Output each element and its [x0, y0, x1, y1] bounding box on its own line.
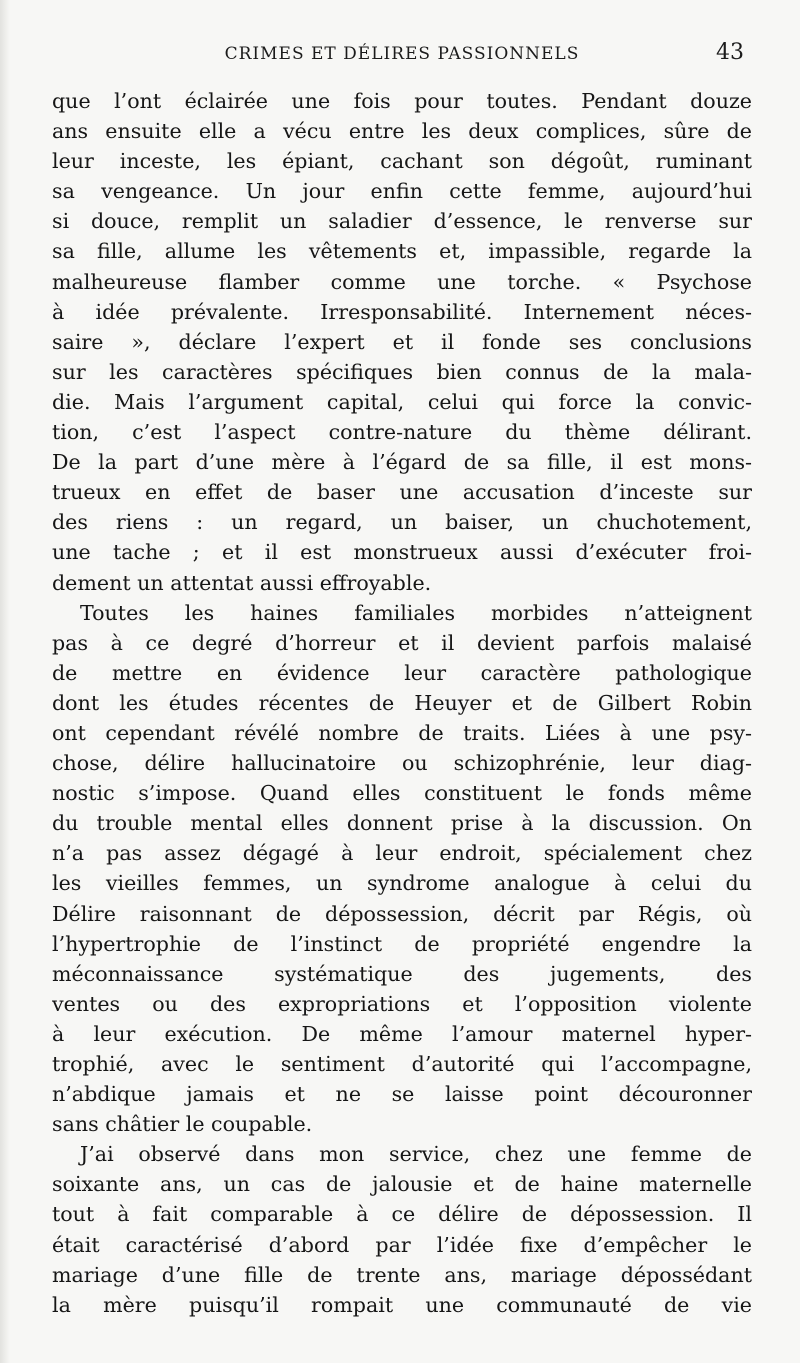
text-line: des riens : un regard, un baiser, un chuchotement, — [52, 510, 752, 535]
text-line: était caractérisé d’abord par l’idée fixe d’empêcher le — [52, 1232, 752, 1257]
text-line: leur inceste, les épiant, cachant son dégoût, ruminant — [52, 149, 752, 174]
text-line: l’hypertrophie de l’instinct de propriété engendre la — [52, 931, 752, 956]
text-line: dement un attentat aussi effroyable. — [52, 570, 432, 595]
text-line: tout à fait comparable à ce délire de dépossession. Il — [52, 1202, 752, 1227]
text-line: sans châtier le coupable. — [52, 1112, 313, 1137]
text-line: Délire raisonnant de dépossession, décrit par Régis, où — [52, 901, 752, 926]
text-line: Toutes les haines familiales morbides n’atteignent — [80, 600, 752, 625]
text-line: sa fille, allume les vêtements et, impassible, regarde la — [52, 239, 752, 264]
body-text — [52, 86, 752, 1320]
running-title: CRIMES ET DÉLIRES PASSIONNELS — [224, 44, 580, 64]
text-line: à idée prévalente. Irresponsabilité. Internement néces- — [52, 299, 752, 324]
text-line: saire », déclare l’expert et il fonde ses conclusions — [52, 329, 752, 354]
paragraph — [52, 1139, 752, 1320]
page-number: 43 — [716, 40, 744, 65]
paragraph — [52, 598, 752, 1140]
text-line: J’ai observé dans mon service, chez une femme de — [80, 1142, 752, 1167]
text-line: du trouble mental elles donnent prise à la discussion. On — [52, 811, 752, 836]
text-line: nostic s’impose. Quand elles constituent le fonds même — [52, 781, 752, 806]
text-line: les vieilles femmes, un syndrome analogue à celui du — [52, 871, 752, 896]
text-line: sa vengeance. Un jour enfin cette femme, aujourd’hui — [52, 179, 752, 204]
text-line: si douce, remplit un saladier d’essence, le renverse sur — [52, 209, 752, 234]
text-line: De la part d’une mère à l’égard de sa fille, il est mons- — [52, 450, 752, 475]
text-line: ventes ou des expropriations et l’opposition violente — [52, 991, 752, 1016]
text-line: trueux en effet de baser une accusation d’inceste sur — [52, 480, 752, 505]
text-line: malheureuse flamber comme une torche. « Psychose — [52, 269, 752, 294]
text-line: que l’ont éclairée une fois pour toutes. Pendant douze — [52, 89, 752, 113]
text-line: une tache ; et il est monstrueux aussi d’exécuter froi- — [52, 540, 752, 565]
text-line: soixante ans, un cas de jalousie et de haine maternelle — [52, 1172, 752, 1197]
paragraph — [52, 86, 752, 598]
text-line: ont cependant révélé nombre de traits. Liées à une psy- — [52, 720, 752, 745]
text-line: chose, délire hallucinatoire ou schizophrénie, leur diag- — [52, 751, 752, 776]
text-line: à leur exécution. De même l’amour maternel hyper- — [52, 1021, 752, 1046]
text-line: méconnaissance systématique des jugements, des — [52, 961, 752, 986]
text-line: n’abdique jamais et ne se laisse point découronner — [52, 1082, 752, 1107]
text-line: sur les caractères spécifiques bien connus de la mala- — [52, 359, 752, 384]
text-line: pas à ce degré d’horreur et il devient parfois malaisé — [52, 630, 752, 655]
text-line: mariage d’une fille de trente ans, mariage dépossédant — [52, 1262, 752, 1287]
text-line: tion, c’est l’aspect contre-nature du thème délirant. — [52, 420, 752, 445]
text-line: ans ensuite elle a vécu entre les deux complices, sûre de — [52, 119, 752, 144]
text-line: die. Mais l’argument capital, celui qui force la convic- — [52, 389, 752, 414]
text-line: dont les études récentes de Heuyer et de Gilbert Robin — [52, 690, 752, 715]
text-line: trophié, avec le sentiment d’autorité qui l’accompagne, — [52, 1052, 752, 1076]
text-line: n’a pas assez dégagé à leur endroit, spécialement chez — [52, 841, 752, 866]
running-head — [52, 40, 752, 72]
text-line: la mère puisqu’il rompait une communauté de vie — [52, 1292, 752, 1317]
text-line: de mettre en évidence leur caractère pathologique — [52, 660, 752, 685]
